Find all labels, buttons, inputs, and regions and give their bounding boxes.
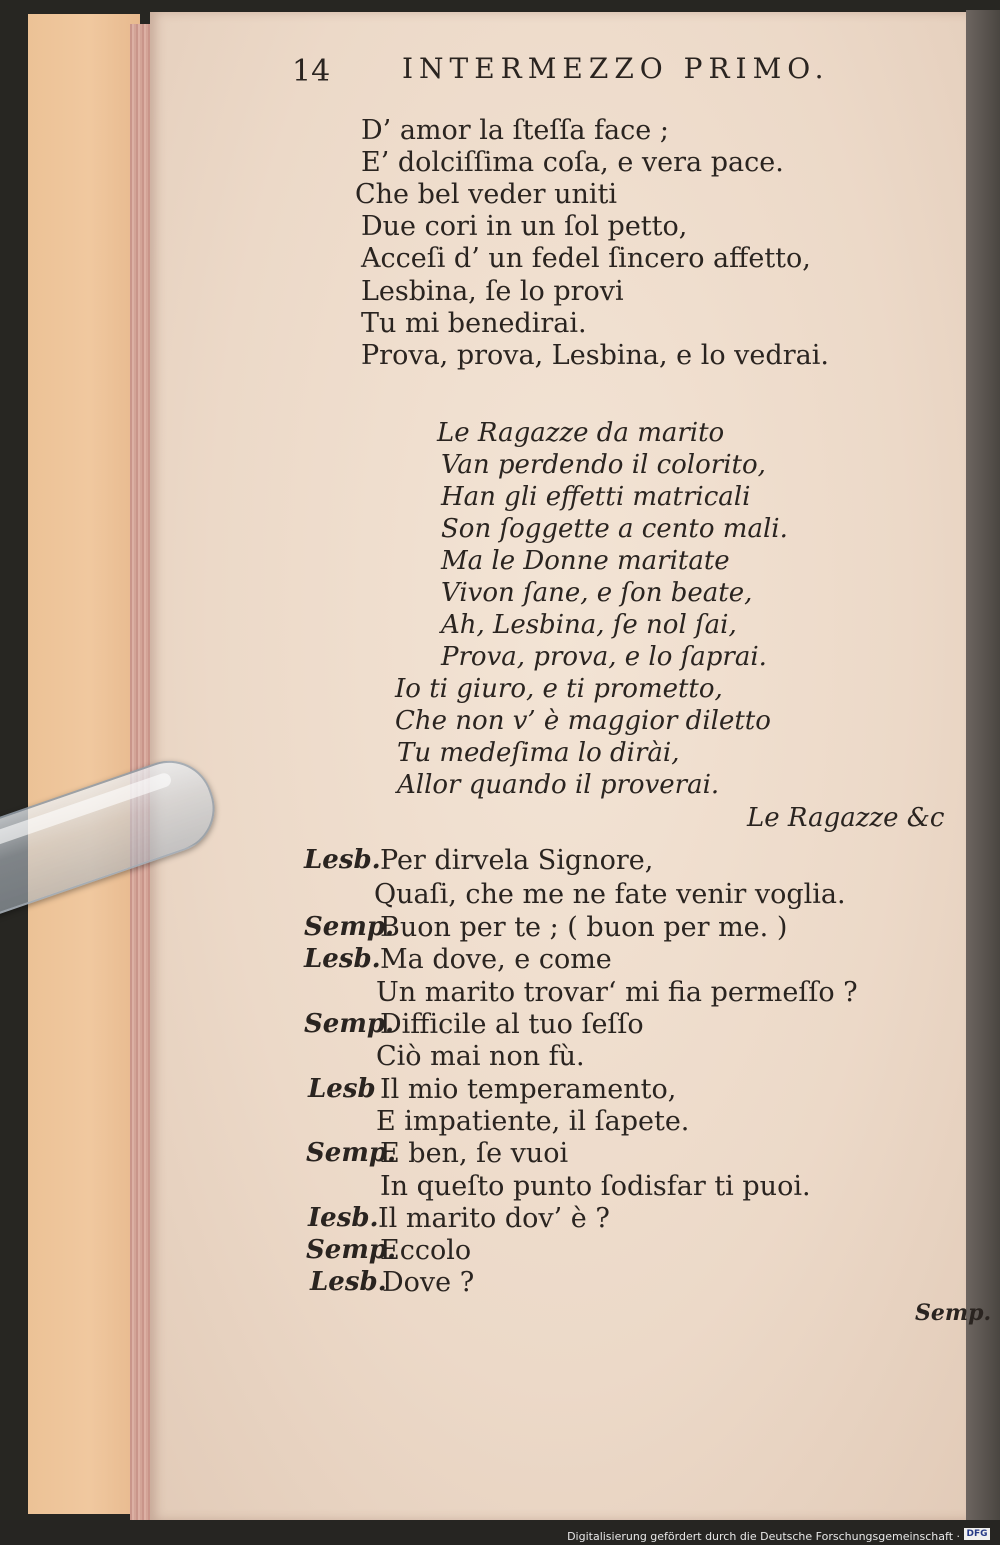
- next-page-edge: [966, 10, 1000, 1520]
- aria-line: Vivon ſane, e ſon beate,: [441, 578, 753, 608]
- verse-line: E’ dolciſſima coſa, e vera pace.: [361, 147, 784, 178]
- speaker-label: Lesb.: [310, 1267, 387, 1297]
- speaker-label: Semp.: [304, 1009, 395, 1039]
- dialogue-line: Difficile al tuo ſeſſo: [380, 1009, 644, 1040]
- dialogue-line: Ma dove, e come: [380, 944, 612, 975]
- verse-line: Acceſi d’ un fedel ſincero affetto,: [361, 243, 811, 274]
- verse-line: Che bel veder uniti: [355, 179, 617, 210]
- aria-line: Le Ragazze da marito: [437, 418, 725, 448]
- aria-line: Allor quando il proverai.: [397, 770, 720, 800]
- aria-line: Van perdendo il colorito,: [441, 450, 766, 480]
- page-number: 14: [292, 54, 331, 89]
- running-title: INTERMEZZO PRIMO.: [402, 52, 830, 85]
- dialogue-line: Il mio temperamento,: [380, 1074, 677, 1105]
- catchword: Semp.: [915, 1300, 992, 1326]
- dialogue-line: E ben, ſe vuoi: [380, 1138, 569, 1169]
- da-capo: Le Ragazze &c: [747, 803, 945, 833]
- dialogue-line: Dove ?: [382, 1267, 475, 1298]
- dialogue-line: Eccolo: [380, 1235, 472, 1266]
- dialogue-line: Buon per te ; ( buon per me. ): [380, 912, 788, 943]
- dialogue-line: Un marito trovar‘ mi fia permeſſo ?: [376, 977, 858, 1008]
- verse-line: Lesbina, ſe lo provi: [361, 276, 624, 307]
- verse-line: Prova, prova, Lesbina, e lo vedrai.: [361, 340, 829, 371]
- aria-line: Che non v’ è maggior diletto: [395, 706, 771, 736]
- dialogue-line: Per dirvela Signore,: [380, 845, 654, 876]
- book-edge: [28, 14, 140, 1514]
- digitization-credit: Digitalisierung gefördert durch die Deutsche Forschungsgemeinschaft ·: [567, 1530, 960, 1543]
- verse-line: D’ amor la ſteſſa face ;: [361, 115, 669, 146]
- verse-line: Due cori in un ſol petto,: [361, 211, 688, 242]
- aria-line: Son ſoggette a cento mali.: [441, 514, 788, 544]
- dfg-logo-icon: DFG: [964, 1528, 990, 1540]
- aria-line: Han gli effetti matricali: [441, 482, 751, 512]
- aria-line: Ah, Lesbina, ſe nol ſai,: [441, 610, 737, 640]
- aria-line: Ma le Donne maritate: [441, 546, 730, 576]
- speaker-label: Semp.: [306, 1235, 397, 1265]
- aria-line: Prova, prova, e lo ſaprai.: [441, 642, 767, 672]
- speaker-label: Lesb.: [304, 944, 381, 974]
- verse-line: Tu mi benedirai.: [361, 308, 587, 339]
- speaker-label: Lesb: [308, 1074, 376, 1104]
- speaker-label: Semp.: [306, 1138, 397, 1168]
- speaker-label: Semp.: [304, 912, 395, 942]
- dialogue-line: E impatiente, il ſapete.: [376, 1106, 690, 1137]
- dialogue-line: Il marito dov’ è ?: [378, 1203, 610, 1234]
- speaker-label: Lesb.: [304, 845, 381, 875]
- speaker-label: Iesb.: [308, 1203, 379, 1233]
- dialogue-line: Quaſi, che me ne fate venir voglia.: [374, 879, 846, 910]
- aria-line: Tu medeſima lo dirài,: [397, 738, 680, 768]
- dialogue-line: In queſto punto ſodisfar ti puoi.: [380, 1171, 811, 1202]
- dialogue-line: Ciò mai non fù.: [376, 1041, 585, 1072]
- aria-line: Io ti giuro, e ti prometto,: [395, 674, 723, 704]
